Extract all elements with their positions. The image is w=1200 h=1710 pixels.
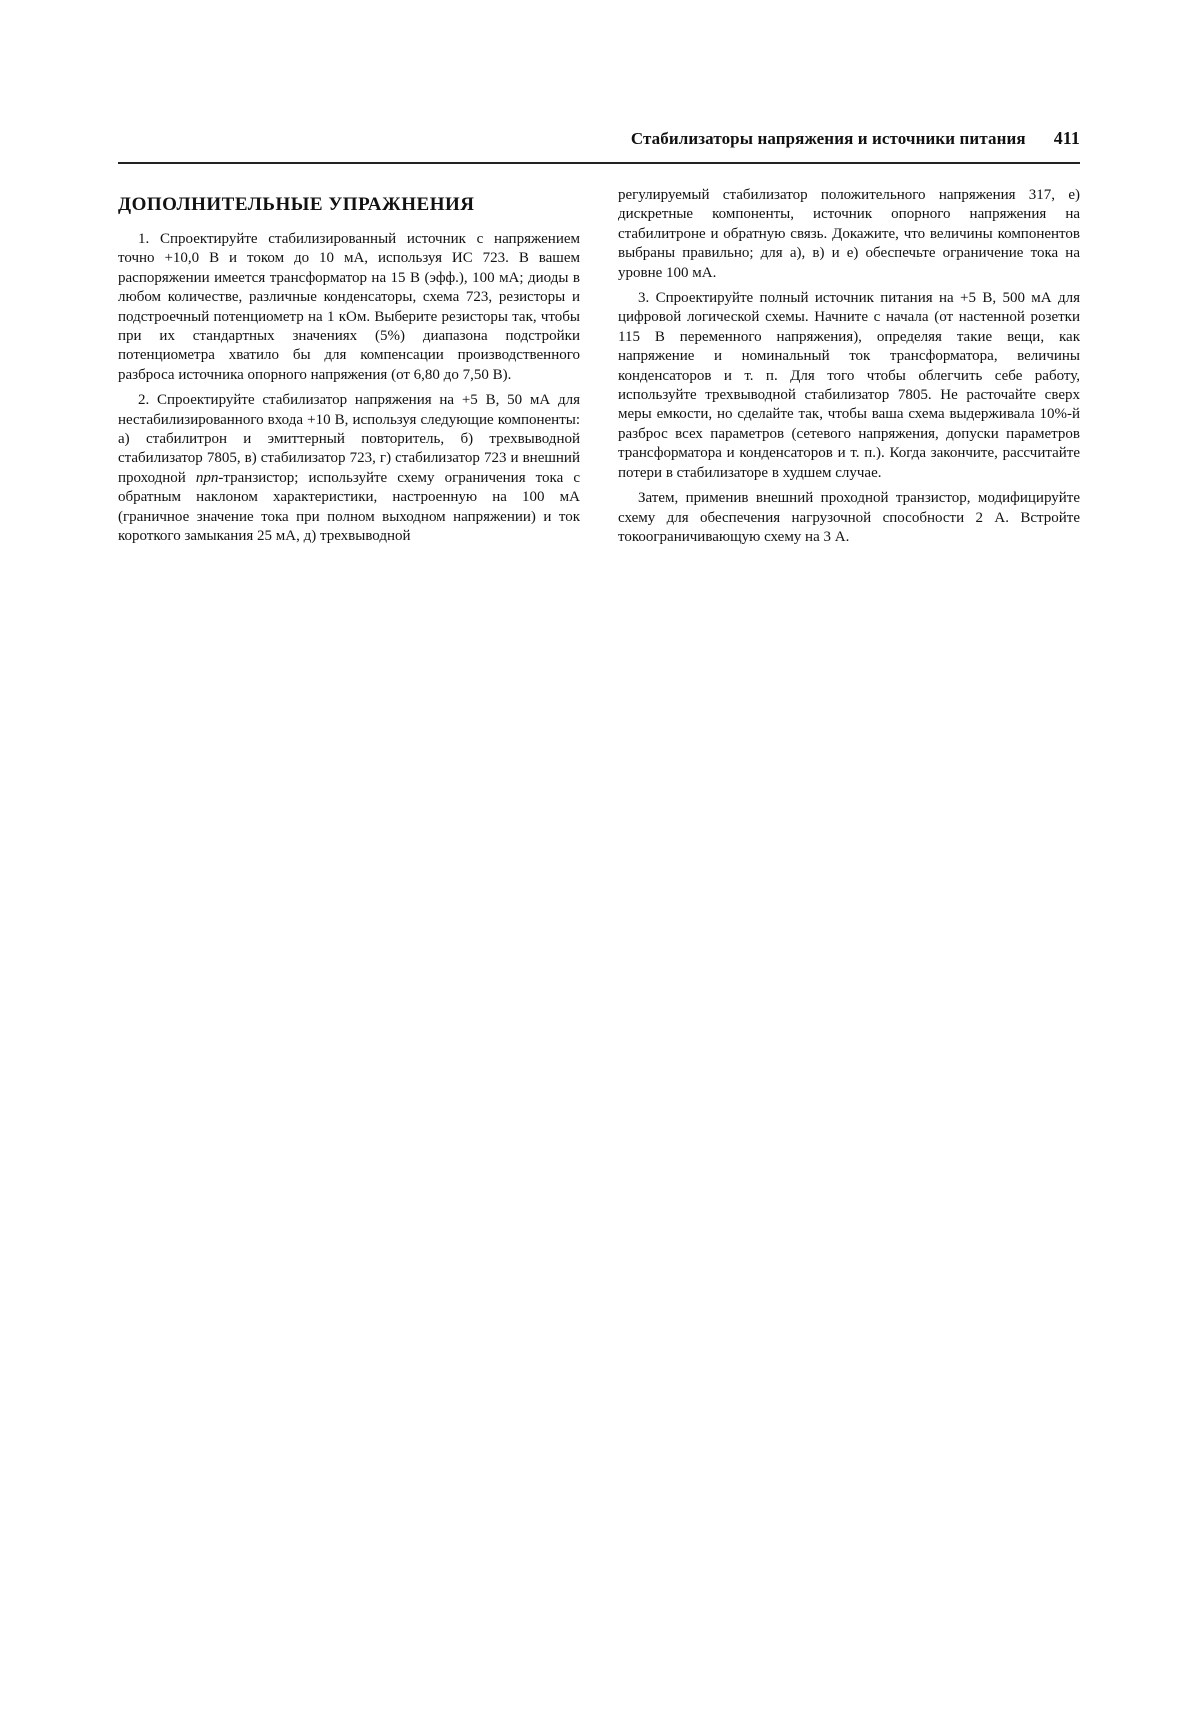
section-title: ДОПОЛНИТЕЛЬНЫЕ УПРАЖНЕНИЯ (118, 194, 475, 215)
exercise-2-text-a: 2. Спроектируйте стабилизатор напряжения на +5 В, 50 мА для нестабилизированного входа +10 В, используя следующие компоненты: а) стабилитрон и эмиттерный повторитель, б) трехвыводной стабилизатор 7805, в) стабилизатор 723, г) стабилизатор 723 и внешний проходной (118, 392, 580, 486)
exercise-2-text-b: -транзистор; используйте схему ограничения тока с обратным наклоном характеристики, настроенную на 100 мА (граничное значение тока при полном выходном напряжении) и ток короткого замыкания 25 мА, д) трехвыводной (118, 469, 580, 545)
exercise-2-continued: регулируемый стабилизатор положительного напряжения 317, е) дискретные компоненты, источник опорного напряжения на стабилитроне и обратную связь. Докажите, что величины компонентов выбраны правильно; для а), в) и е) обеспечьте ограничение тока на уровне 100 мА. (618, 187, 1080, 281)
running-title: Стабилизаторы напряжения и источники питания (630, 129, 1026, 148)
two-column-body (118, 186, 1080, 553)
running-header (118, 128, 1080, 156)
exercise-2-npn: npn (195, 469, 219, 486)
exercise-3-followup: Затем, применив внешний проходной транзистор, модифицируйте схему для обеспечения нагрузочной способности 2 А. Встройте токоограничивающую схему на 3 А. (618, 490, 1080, 545)
document-page (118, 128, 1080, 553)
exercise-2 (118, 391, 580, 546)
left-column (118, 186, 580, 553)
right-column (618, 186, 1080, 553)
exercise-1: 1. Спроектируйте стабилизированный источник с напряжением точно +10,0 В и током до 10 мА, используя ИС 723. В вашем распоряжении имеется трансформатор на 15 В (эфф.), 100 мА; диоды в любом количестве, различные конденсаторы, схема 723, резисторы и подстроечный потенциометр на 1 кОм. Выберите резисторы так, чтобы при их стандартных значениях (5%) диапазона подстройки потенциометра хватило бы для компенсации производственного разброса источника опорного напряжения (от 6,80 до 7,50 В). (118, 231, 580, 383)
header-rule (118, 162, 1080, 164)
page-number: 411 (1053, 128, 1080, 148)
exercise-3: 3. Спроектируйте полный источник питания на +5 В, 500 мА для цифровой логической схемы. Начните с начала (от настенной розетки 115 В переменного напряжения), определяя такие вещи, как напряжение и номинальный ток трансформатора, величины конденсаторов и т. п. Для того чтобы облегчить себе работу, используйте трехвыводной стабилизатор 7805. Не расточайте сверх меры емкости, но сделайте так, чтобы ваша схема выдерживала 10%-й разброс всех параметров (сетевого напряжения, допуски параметров трансформатора и конденсаторов и т. п.). Когда закончите, рассчитайте потери в стабилизаторе в худшем случае. (618, 290, 1080, 481)
